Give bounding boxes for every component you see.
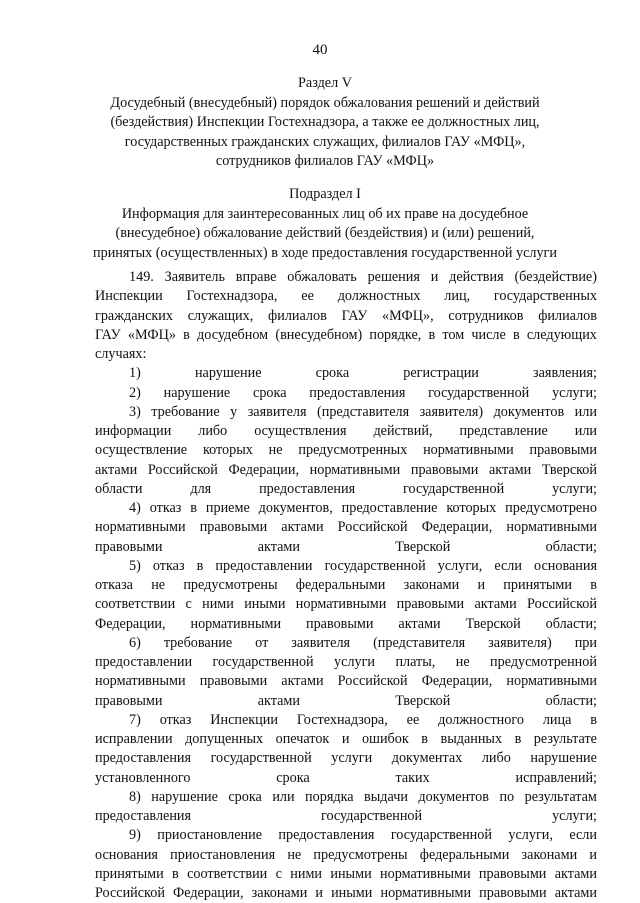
page-number: 40 bbox=[312, 42, 328, 58]
text-line: 7) отказ Инспекции Гостехнадзора, ее должностного лица в bbox=[129, 711, 597, 728]
list-item bbox=[95, 364, 597, 383]
text-line: актами Российской Федерации, нормативными правовыми актами Тверской bbox=[95, 461, 597, 478]
section-title-line: (бездействия) Инспекции Гостехнадзора, а также ее должностных лиц, bbox=[110, 114, 540, 130]
text-line: Инспекции Гостехнадзора, ее должностных лиц, государственных bbox=[95, 288, 597, 305]
list-item bbox=[95, 499, 597, 557]
text-line: 6) требование от заявителя (представителя заявителя) при bbox=[129, 634, 597, 651]
list-item bbox=[95, 403, 597, 499]
text-line: гражданских служащих, филиалов ГАУ «МФЦ», сотрудников филиалов bbox=[95, 307, 597, 324]
text-line: предоставления государственной услуги документах либо нарушение bbox=[95, 750, 597, 767]
text-line: случаях: bbox=[95, 346, 147, 362]
list-item bbox=[95, 557, 597, 634]
section-title-line: государственных гражданских служащих, филиалов ГАУ «МФЦ», bbox=[124, 133, 526, 150]
text-line: осуществление которых не предусмотренных нормативными правовыми bbox=[95, 442, 597, 459]
text-line: нормативными правовыми актами Российской Федерации, нормативными bbox=[95, 673, 597, 690]
subsection-heading: Подраздел I bbox=[289, 186, 361, 202]
text-line: Федерации, нормативными правовыми актами Тверской области; bbox=[95, 615, 597, 632]
text-line: исправлении допущенных опечаток и ошибок в выданных в результате bbox=[95, 731, 597, 747]
text-line: 1) нарушение срока регистрации заявления; bbox=[129, 365, 597, 382]
section-title-line: Досудебный (внесудебный) порядок обжалования решений и действий bbox=[110, 94, 540, 111]
text-line: ГАУ «МФЦ» в досудебном (внесудебном) порядке, в том числе в следующих bbox=[95, 326, 597, 343]
text-line: 4) отказ в приеме документов, предоставление которых предусмотрено bbox=[129, 500, 597, 516]
subsection-title-line: принятых (осуществленных) в ходе предоставления государственной услуги bbox=[93, 244, 557, 261]
list-item bbox=[95, 826, 597, 903]
text-line: 8) нарушение срока или порядка выдачи документов по результатам bbox=[129, 788, 597, 805]
list-item bbox=[95, 788, 597, 827]
text-line: 2) нарушение срока предоставления государственной услуги; bbox=[129, 384, 597, 401]
text-line: установленного срока таких исправлений; bbox=[95, 769, 597, 786]
text-line: информации либо осуществления действий, представление или bbox=[95, 423, 597, 439]
text-line: предоставлении государственной услуги платы, не предусмотренной bbox=[95, 654, 597, 670]
list-item bbox=[95, 384, 597, 403]
subsection-title-line: Информация для заинтересованных лиц об их праве на досудебное bbox=[121, 205, 529, 222]
list-item bbox=[95, 634, 597, 711]
text-line: основания приостановления не предусмотрены федеральными законами и bbox=[95, 846, 597, 863]
text-line: отказа не предусмотрены федеральными законами и принятыми в bbox=[95, 577, 597, 593]
text-line: принятыми в соответствии с ними иными нормативными правовыми актами bbox=[95, 865, 597, 882]
text-line: области для предоставления государственной услуги; bbox=[95, 480, 597, 497]
text-line: нормативными правовыми актами Российской Федерации, нормативными bbox=[95, 519, 597, 536]
text-line: 3) требование у заявителя (представителя заявителя) документов или bbox=[129, 403, 597, 420]
body-text bbox=[95, 268, 597, 903]
section-title-line: сотрудников филиалов ГАУ «МФЦ» bbox=[215, 153, 435, 169]
section-v-header bbox=[80, 74, 570, 172]
text-line: 5) отказ в предоставлении государственной услуги, если основания bbox=[129, 557, 597, 574]
subsection-i-header bbox=[80, 185, 570, 263]
list-item bbox=[95, 711, 597, 788]
text-line: 149. Заявитель вправе обжаловать решения и действия (бездействие) bbox=[129, 269, 597, 285]
text-line: Российской Федерации, законами и иными нормативными правовыми актами bbox=[95, 885, 597, 901]
text-line: правовыми актами Тверской области; bbox=[95, 538, 597, 555]
section-heading: Раздел V bbox=[298, 75, 352, 91]
text-line: правовыми актами Тверской области; bbox=[95, 692, 597, 709]
text-line: предоставления государственной услуги; bbox=[95, 808, 597, 824]
text-line: соответствии с ними иными нормативными правовыми актами Российской bbox=[95, 596, 597, 613]
paragraph-149 bbox=[95, 268, 597, 364]
subsection-title-line: (внесудебное) обжалование действий (бездействия) и (или) решений, bbox=[115, 225, 535, 241]
text-line: 9) приостановление предоставления государственной услуги, если bbox=[129, 827, 597, 844]
